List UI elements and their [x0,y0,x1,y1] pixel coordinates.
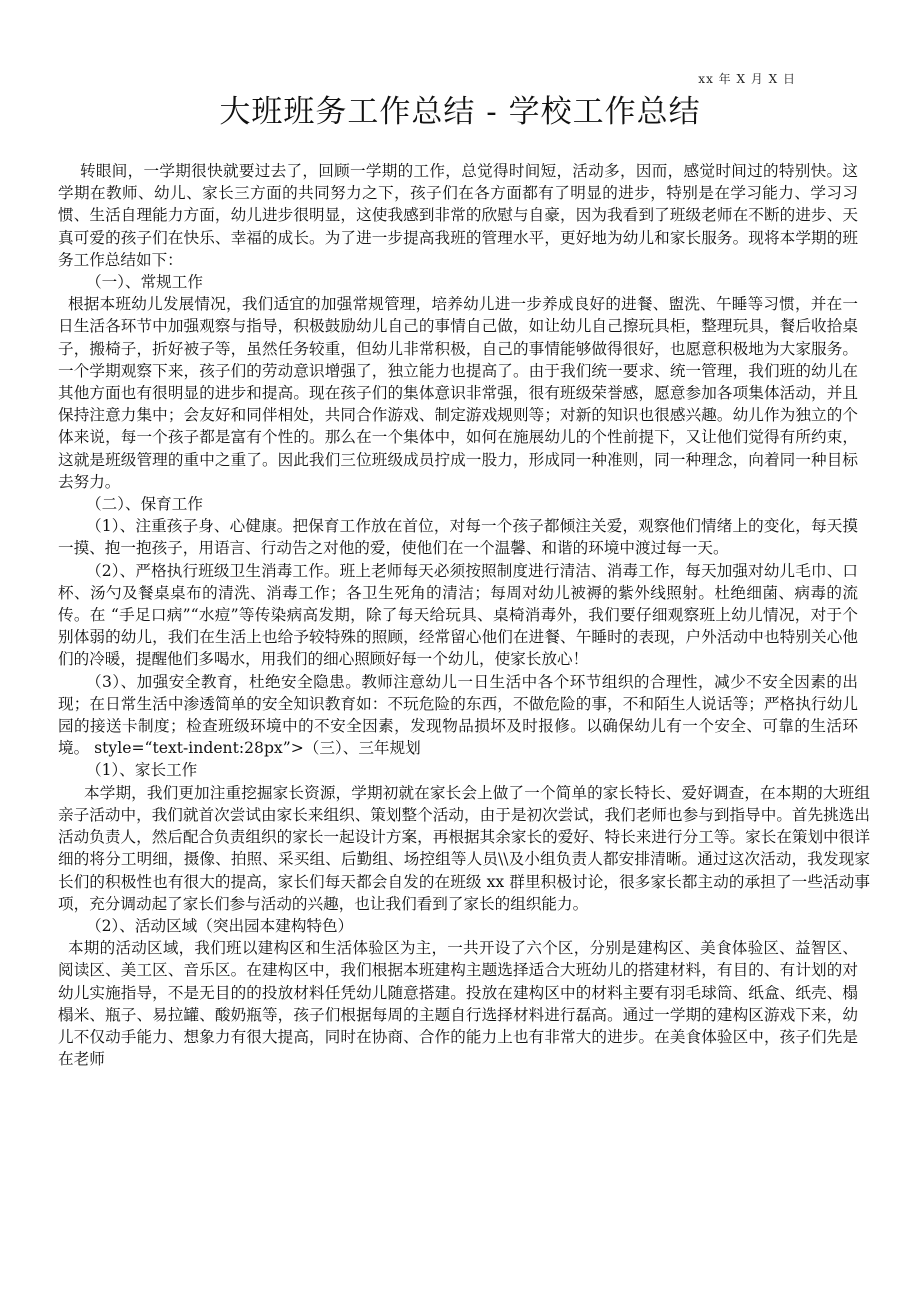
section-heading-family: （1）、家长工作 [86,761,198,780]
paragraph-routine: 根据本班幼儿发展情况，我们适宜的加强常规管理，培养幼儿进一步养成良好的进餐、盥洗、午睡等习惯，并在一日生活各环节中加强观察与指导，积极鼓励幼儿自己的事情自己做，如让幼儿自己擦玩具柜，整理玩具，餐后收拾桌子，搬椅子，折好被子等，虽然任务较重，但幼儿非常积极，自己的事情能够做得很好，也愿意积极地为大家服务。一个学期观察下来，孩子们的劳动意识增强了，独立能力也提高了。由于我们统一要求、统一管理，我们班的幼儿在其他方面也有很明显的进步和提高。现在孩子们的集体意识非常强，很有班级荣誉感，愿意参加各项集体活动，并且保持注意力集中；会友好和同伴相处，共同合作游戏、制定游戏规则等；对新的知识也很感兴趣。幼儿作为独立的个体来说，每一个孩子都是富有个性的。那么在一个集体中，如何在施展幼儿的个性前提下，又让他们觉得有所约束，这就是班级管理的重中之重了。因此我们三位班级成员拧成一股力，形成同一种准则，同一种理念，向着同一种目标去努力。 [58,295,858,491]
paragraph-care-health: （1）、注重孩子身、心健康。把保育工作放在首位，对每一个孩子都倾注关爱，观察他们情绪上的变化，每天摸一摸、抱一抱孩子，用语言、行动告之对他的爱，使他们在一个温馨、和谐的环境中渡过每一天。 [58,517,858,558]
section-heading-routine: （一）、常规工作 [86,273,203,292]
section-heading-activity-areas: （2）、活动区域（突出园本建构特色） [86,916,354,935]
paragraph-activity-areas: 本期的活动区域，我们班以建构区和生活体验区为主，一共开设了六个区，分别是建构区、美食体验区、益智区、阅读区、美工区、音乐区。在建构区中，我们根据本班建构主题选择适合大班幼儿的搭建材料，有目的、有计划的对幼儿实施指导，不是无目的的投放材料任凭幼儿随意搭建。投放在建构区中的材料主要有羽毛球筒、纸盒、纸壳、榻榻米、瓶子、易拉罐、酸奶瓶等，孩子们根据每周的主题自行选择材料进行磊高。通过一学期的建构区游戏下来，幼儿不仅动手能力、想象力有很大提高，同时在协商、合作的能力上也有非常大的进步。在美食体验区中，孩子们先是在老师 [58,939,858,1069]
document-body [58,160,870,1070]
paragraph-family: 本学期，我们更加注重挖掘家长资源，学期初就在家长会上做了一个简单的家长特长、爱好调查，在本期的大班组亲子活动中，我们就首次尝试由家长来组织、策划整个活动，由于是初次尝试，我们老师也参与到指导中。首先挑选出活动负责人，然后配合负责组织的家长一起设计方案，再根据其余家长的爱好、特长来进行分工等。家长在策划中很详细的将分工明细，摄像、拍照、采买组、后勤组、场控组等人员\\及小组负责人都安排清晰。通过这次活动，我发现家长们的积极性也有很大的提高，家长们每天都会自发的在班级 xx 群里积极讨论，很多家长都主动的承担了一些活动事项，充分调动起了家长们参与活动的兴趣，也让我们看到了家长的组织能力。 [58,783,870,913]
paragraph-care-hygiene: （2）、严格执行班级卫生消毒工作。班上老师每天必须按照制度进行清洁、消毒工作，每天加强对幼儿毛巾、口杯、汤勺及餐桌桌布的清洗、消毒工作；各卫生死角的清洁；每周对幼儿被褥的紫外线照射。杜绝细菌、病毒的流传。在 “手足口病”“水痘”等传染病高发期，除了每天给玩具、桌椅消毒外，我们要仔细观察班上幼儿情况，对于个别体弱的幼儿，我们在生活上也给予较特殊的照顾，经常留心他们在进餐、午睡时的表现，户外活动中也特别关心他们的冷暖，提醒他们多喝水，用我们的细心照顾好每一个幼儿，使家长放心！ [58,561,858,669]
paragraph-intro: 转眼间，一学期很快就要过去了，回顾一学期的工作，总觉得时间短，活动多，因而，感觉时间过的特别快。这学期在教师、幼儿、家长三方面的共同努力之下，孩子们在各方面都有了明显的进步，特别是在学习能力、学习习惯、生活自理能力方面，幼儿进步很明显，这使我感到非常的欣慰与自豪，因为我看到了班级老师在不断的进步、天真可爱的孩子们在快乐、幸福的成长。为了进一步提高我班的管理水平，更好地为幼儿和家长服务。现将本学期的班务工作总结如下： [58,162,858,269]
document-title: 大班班务工作总结 - 学校工作总结 [219,94,701,130]
document-date: xx 年 X 月 X 日 [698,72,796,86]
section-heading-care: （二）、保育工作 [86,495,203,514]
paragraph-care-safety: （3）、加强安全教育，杜绝安全隐患。教师注意幼儿一日生活中各个环节组织的合理性，减少不安全因素的出现；在日常生活中渗透简单的安全知识教育如：不玩危险的东西，不做危险的事，不和陌生人说话等；严格执行幼儿园的接送卡制度；检查班级环境中的不安全因素，发现物品损坏及时报修。以确保幼儿有一个安全、可靠的生活环境。 style=“text-indent:28px”>（三）、三年规划 [58,672,858,758]
